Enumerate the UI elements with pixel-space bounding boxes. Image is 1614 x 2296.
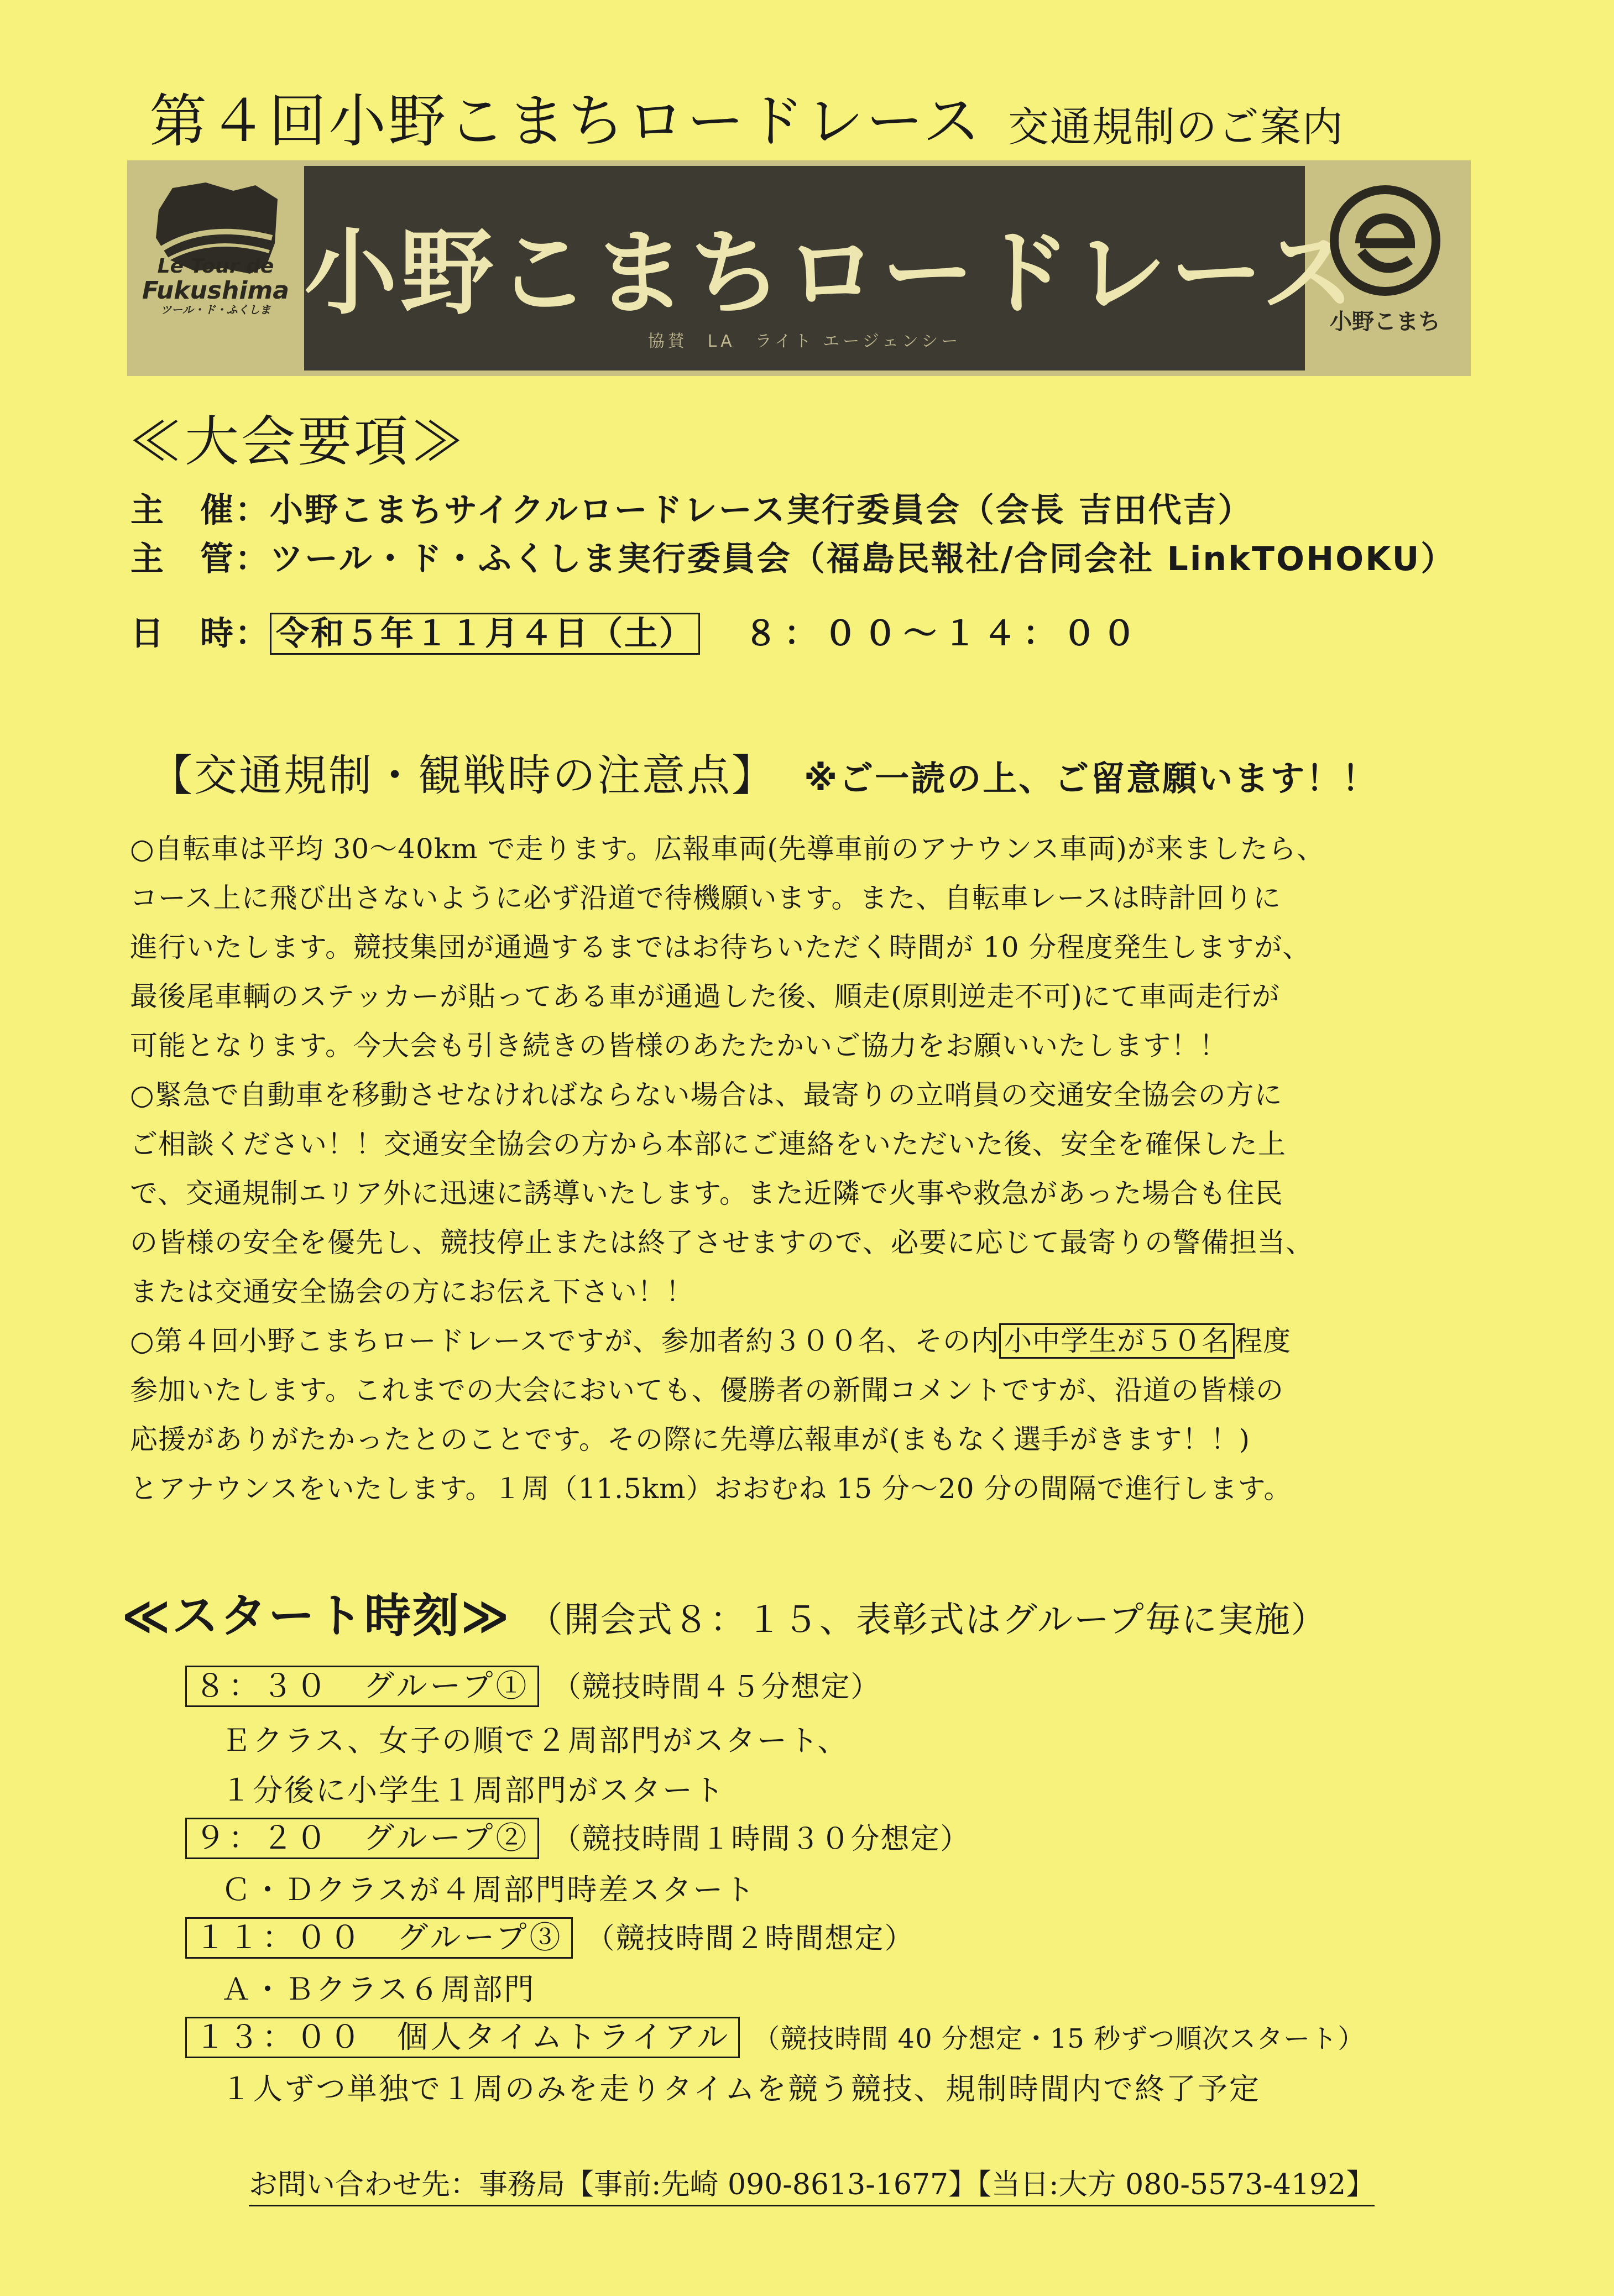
page-title	[149, 75, 1344, 158]
group-estimate: （競技時間２時間想定）	[586, 1922, 915, 1955]
start-heading: ≪スタート時刻≫ （開会式８：１５、表彰式はグループ毎に実施）	[122, 1589, 1328, 1643]
manager-row	[130, 533, 1455, 580]
notice-line: 進行いたします。競技集団が通過するまではお待ちいただく時間が 10 分程度発生しますが、	[130, 931, 1311, 963]
group-estimate: （競技時間 40 分想定・15 秒ずつ順次スタート）	[753, 2023, 1365, 2054]
notice-line: で、交通規制エリア外に迅速に誘導いたします。また近隣で火事や救急があった場合も住民	[130, 1177, 1283, 1209]
banner-sponsor: 協賛 LA ライト エージェンシー	[647, 332, 962, 351]
banner-race-name: 小野こまちロードレース	[304, 219, 1358, 327]
notice-line: または交通安全協会の方にお伝え下さい！！	[130, 1276, 694, 1308]
schedule-group-2	[185, 1814, 970, 1858]
notice-note: ※ご一読の上、ご留意願います！！	[804, 758, 1378, 799]
group-estimate: （競技時間１時間３０分想定）	[552, 1823, 970, 1856]
notice-line: とアナウンスをいたします。１周（11.5km）おおむね 15 分～20 分の間隔で進行します。	[130, 1473, 1292, 1505]
notice-line: ご相談ください！！交通安全協会の方から本部にご連絡をいただいた後、安全を確保した上	[130, 1128, 1286, 1160]
schedule-group-3	[185, 1913, 915, 1958]
tour-de-fukushima-logo-text: Le Tour de Fukushima ツール・ド・ふくしま	[142, 255, 289, 316]
schedule-group-1	[185, 1662, 881, 1706]
event-banner	[127, 160, 1471, 376]
organizer-row	[130, 484, 1253, 531]
notice-line: 応援がありがたかったとのことです。その際に先導広報車が(まもなく選手がきます！！)	[130, 1423, 1251, 1455]
group-detail: １人ずつ単独で１周のみを走りタイムを競う競技、規制時間内で終了予定	[221, 2071, 1261, 2106]
schedule-group-4	[185, 2013, 1365, 2057]
group-detail: １分後に小学生１周部門がスタート	[221, 1773, 725, 1808]
participants-highlight: 小中学生が５０名	[999, 1323, 1235, 1359]
notice-line: 参加いたします。これまでの大会においても、優勝者の新聞コメントですが、沿道の皆様の	[130, 1374, 1284, 1406]
organizer-value: 小野こまちサイクルロードレース実行委員会（会長 吉田代吉）	[270, 491, 1253, 530]
notice-line: 最後尾車輌のステッカーが貼ってある車が通過した後、順走(原則逆走不可)にて車両走行が	[130, 980, 1281, 1013]
group-time-label: ８：３０ グループ①	[185, 1666, 539, 1707]
manager-value: ツール・ド・ふくしま実行委員会（福島民報社/合同会社 LinkTOHOKU）	[270, 540, 1456, 578]
group-estimate: （競技時間４５分想定）	[552, 1671, 881, 1704]
contact-info: お問い合わせ先：事務局【事前:先崎 090-8613-1677】【当日:大方 080-5573-4192】	[249, 2161, 1375, 2206]
title-sub: 交通規制のご案内	[1007, 103, 1344, 151]
manager-label: 主 管：	[130, 540, 270, 578]
notice-line: コース上に飛び出さないように必ず沿道で待機願います。また、自転車レースは時計回りに	[130, 882, 1281, 914]
notice-line: の皆様の安全を優先し、競技停止または終了させますので、必要に応じて最寄りの警備担当、	[130, 1227, 1314, 1259]
start-subheading: （開会式８：１５、表彰式はグループ毎に実施）	[527, 1600, 1328, 1641]
group-time-label: １３：００ 個人タイムトライアル	[185, 2017, 740, 2058]
group-detail: Ｃ・Ｄクラスが４周部門時差スタート	[221, 1872, 756, 1907]
onokomachi-logo-icon	[1327, 182, 1443, 299]
notice-line: ○自転車は平均 30～40km で走ります。広報車両(先導車前のアナウンス車両)が来ましたら、	[130, 833, 1325, 865]
onokomachi-logo-label: 小野こまち	[1330, 309, 1440, 335]
group-time-label: ９：２０ グループ②	[185, 1818, 539, 1859]
outline-heading: ≪大会要項≫	[128, 410, 467, 473]
banner-center-panel	[304, 166, 1358, 371]
group-detail: Ｅクラス、女子の順で２周部門がスタート、	[221, 1723, 849, 1758]
date-row	[130, 607, 1142, 655]
organizer-label: 主 催：	[130, 491, 270, 530]
date-label: 日 時：	[130, 614, 270, 653]
notice-line: ○第４回小野こまちロードレースですが、参加者約３００名、その内 小中学生が５０名 程度	[130, 1319, 1291, 1359]
date-value: 令和５年１１月４日（土）	[270, 613, 700, 655]
notice-line: ○緊急で自動車を移動させなければならない場合は、最寄りの立哨員の交通安全協会の方に	[130, 1079, 1283, 1111]
group-time-label: １１：００ グループ③	[185, 1917, 573, 1959]
group-detail: Ａ・Ｂクラス６周部門	[221, 1972, 536, 2007]
title-main: 第４回小野こまちロードレース	[149, 87, 983, 155]
time-value: ８：００～１４：００	[744, 614, 1142, 653]
notice-line: 可能となります。今大会も引き続きの皆様のあたたかいご協力をお願いいたします！！	[130, 1030, 1228, 1062]
notice-heading: 【交通規制・観戦時の注意点】 ※ご一読の上、ご留意願います！！	[149, 751, 1378, 801]
